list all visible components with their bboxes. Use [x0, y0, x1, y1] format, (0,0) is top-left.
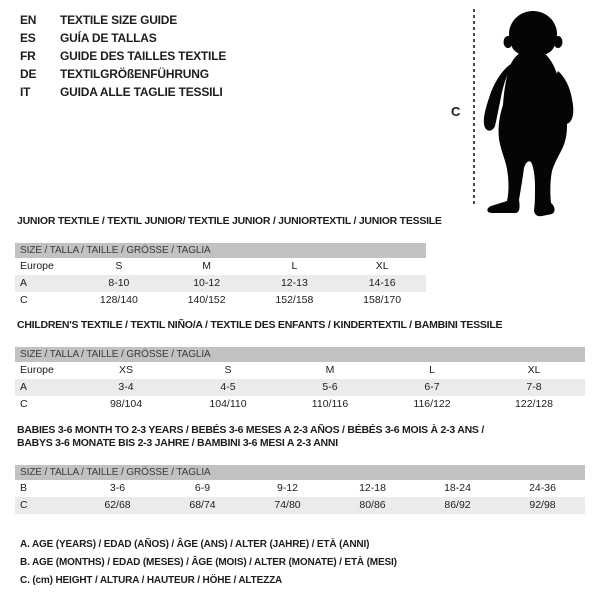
language-row — [20, 47, 226, 65]
height-measure-line — [473, 9, 475, 207]
language-label: TEXTILGRÖßENFÜHRUNG — [60, 67, 209, 81]
language-row — [20, 65, 226, 83]
table-row — [15, 362, 585, 379]
table-cell: XL — [375, 260, 389, 272]
footnote: B. AGE (MONTHS) / EDAD (MESES) / ÂGE (MOIS) / ALTER (MONATE) / ETÀ (MESI) — [20, 557, 397, 568]
table-cell: XL — [527, 364, 541, 376]
children-size-table — [15, 319, 585, 413]
table-row — [15, 258, 426, 275]
table-cell: 158/170 — [363, 294, 402, 306]
language-code: EN — [20, 13, 37, 27]
table-cell: 110/116 — [311, 398, 349, 410]
babies-size-table — [15, 424, 585, 514]
language-row — [20, 83, 226, 101]
language-code: FR — [20, 49, 36, 63]
table-cell: 3-6 — [109, 482, 126, 494]
table-cell: M — [325, 364, 335, 376]
row-label: C — [20, 499, 28, 511]
table-cell: 92/98 — [529, 499, 556, 511]
row-label: B — [20, 482, 28, 494]
table-cell: 3-4 — [118, 381, 134, 393]
table-cell: 152/158 — [275, 294, 314, 306]
table-row — [15, 480, 585, 497]
table-cell: 128/140 — [99, 294, 138, 306]
language-code: IT — [20, 85, 31, 99]
table-cell: 98/104 — [109, 398, 143, 410]
table-cell: 122/128 — [515, 398, 553, 410]
row-label: A — [20, 381, 28, 393]
table-cell: M — [202, 260, 211, 272]
height-measure-label: C — [451, 104, 461, 119]
table-cell: S — [224, 364, 232, 376]
table-row — [15, 497, 585, 514]
size-header-bar: SIZE / TALLA / TAILLE / GRÖSSE / TAGLIA — [15, 243, 426, 258]
language-row — [20, 11, 226, 29]
table-cell: 4-5 — [220, 381, 236, 393]
table-cell: 12-18 — [359, 482, 386, 494]
row-label: A — [20, 277, 28, 289]
language-label: GUIDE DES TAILLES TEXTILE — [60, 49, 227, 63]
language-label: GUIDA ALLE TAGLIE TESSILI — [60, 85, 223, 99]
table-cell: 104/110 — [209, 398, 247, 410]
table-cell: 6-7 — [424, 381, 440, 393]
table-cell: 14-16 — [368, 277, 396, 289]
table-cell: S — [115, 260, 123, 272]
language-label: TEXTILE SIZE GUIDE — [60, 13, 178, 27]
row-label: Europe — [20, 364, 54, 376]
table-title: JUNIOR TEXTILE / TEXTIL JUNIOR/ TEXTILE JUNIOR / JUNIORTEXTIL / JUNIOR TESSILE — [17, 215, 442, 227]
table-cell: 5-6 — [322, 381, 338, 393]
footnote: A. AGE (YEARS) / EDAD (AÑOS) / ÂGE (ANS) / ALTER (JAHRE) / ETÀ (ANNI) — [20, 539, 370, 550]
row-label: Europe — [20, 260, 54, 272]
row-label: C — [20, 294, 28, 306]
table-cell: L — [291, 260, 298, 272]
table-cell: 74/80 — [274, 499, 301, 511]
language-code: ES — [20, 31, 36, 45]
table-title: BABIES 3-6 MONTH TO 2-3 YEARS / BEBÉS 3-6 MESES A 2-3 AÑOS / BÉBÉS 3-6 MOIS À 2-3 ANS / BABYS 3-6 MONATE BIS 2-3 JAHRE / BAMBINI 3-6 MESI A 2-3 ANNI — [17, 424, 485, 449]
footnotes — [20, 536, 397, 590]
table-row — [15, 379, 585, 396]
table-cell: 62/68 — [104, 499, 131, 511]
table-row — [15, 396, 585, 413]
table-cell: 9-12 — [276, 482, 298, 494]
size-header-bar: SIZE / TALLA / TAILLE / GRÖSSE / TAGLIA — [15, 347, 585, 362]
table-cell: 7-8 — [526, 381, 542, 393]
table-cell: 68/74 — [189, 499, 216, 511]
table-cell: 24-36 — [529, 482, 556, 494]
table-cell: 18-24 — [444, 482, 471, 494]
row-label: C — [20, 398, 28, 410]
table-cell: 12-13 — [280, 277, 308, 289]
language-list — [20, 11, 226, 101]
table-row — [15, 275, 426, 292]
table-cell: 10-12 — [193, 277, 221, 289]
footnote: C. (cm) HEIGHT / ALTURA / HAUTEUR / HÖHE / ALTEZZA — [20, 575, 283, 586]
table-cell: 8-10 — [108, 277, 130, 289]
table-cell: L — [429, 364, 435, 376]
language-label: GUÍA DE TALLAS — [60, 31, 157, 45]
table-title: CHILDREN'S TEXTILE / TEXTIL NIÑO/A / TEXTILE DES ENFANTS / KINDERTEXTIL / BAMBINI TESSILE — [17, 319, 503, 331]
table-cell: 116/122 — [413, 398, 451, 410]
table-cell: XS — [118, 364, 133, 376]
language-row — [20, 29, 226, 47]
toddler-silhouette-icon — [478, 5, 598, 217]
table-cell: 140/152 — [187, 294, 226, 306]
language-code: DE — [20, 67, 37, 81]
table-cell: 80/86 — [359, 499, 386, 511]
table-cell: 86/92 — [444, 499, 471, 511]
table-cell: 6-9 — [194, 482, 211, 494]
junior-size-table — [15, 215, 442, 309]
size-header-bar: SIZE / TALLA / TAILLE / GRÖSSE / TAGLIA — [15, 465, 585, 480]
table-row — [15, 292, 426, 309]
